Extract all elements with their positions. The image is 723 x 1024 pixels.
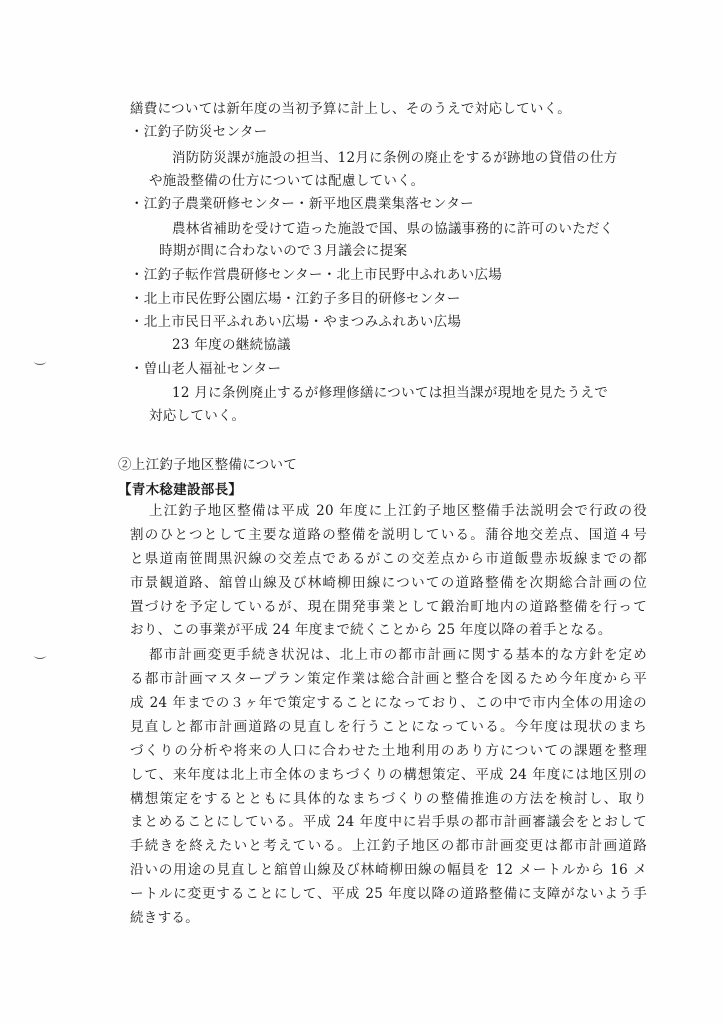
paragraph-line: 市景観道路、舘曽山線及び林崎柳田線についての道路整備を次期総合計画の位 bbox=[130, 575, 647, 591]
list-item-bullet: ・江釣子防災センター bbox=[130, 124, 268, 140]
paragraph-line: して、来年度は北上市全体のまちづくりの構想策定、平成 24 年度には地区別の bbox=[130, 767, 647, 783]
paragraph-line: ートルに変更することにして、平成 25 年度以降の道路整備に支障がないよう手 bbox=[130, 886, 647, 902]
paragraph-line: 成 24 年までの３ヶ年で策定することになっており、この中で市内全体の用途の bbox=[130, 695, 647, 711]
list-item-bullet: ・江釣子農業研修センター・新平地区農業集落センター bbox=[130, 196, 474, 212]
speaker-label: 【青木稔建設部長】 bbox=[118, 482, 243, 498]
continuation-text: 繕費については新年度の当初予算に計上し、そのうえで対応していく。 bbox=[130, 101, 572, 117]
paragraph-line: 続きする。 bbox=[130, 910, 199, 926]
paragraph-line: 割のひとつとして主要な道路の整備を説明している。蒲谷地交差点、国道４号 bbox=[130, 527, 647, 543]
paragraph-line: おり、この事業が平成 24 年度まで続くことから 25 年度以降の着手となる。 bbox=[130, 622, 612, 638]
scan-mark-top bbox=[34, 358, 46, 365]
section-title: ②上江釣子地区整備について bbox=[118, 457, 298, 473]
list-item-detail: 時期が間に合わないので３月議会に提案 bbox=[159, 243, 408, 259]
paragraph-line: 沿いの用途の見直しと舘曽山線及び林崎柳田線の幅員を 12 メートルから 16 メ bbox=[130, 862, 647, 878]
paragraph-line: まとめることにしている。平成 24 年度中に岩手県の都市計画審議会をとおして bbox=[130, 814, 647, 830]
paragraph-line: 見直しと都市計画道路の見直しを行うことになっている。今年度は現状のまち bbox=[130, 719, 647, 735]
paragraph-line: 構想策定をするとともに具体的なまちづくりの整備推進の方法を検討し、取り bbox=[130, 791, 647, 807]
list-item-bullet: ・北上市民佐野公園広場・江釣子多目的研修センター bbox=[130, 291, 461, 307]
list-item-detail: 対応していく。 bbox=[149, 408, 246, 424]
scan-mark-bottom bbox=[34, 652, 46, 659]
list-item-bullet: ・江釣子転作営農研修センター・北上市民野中ふれあい広場 bbox=[130, 267, 503, 283]
paragraph-line: づくりの分析や将来の人口に合わせた土地利用のあり方についての課題を整理 bbox=[130, 743, 647, 759]
paragraph-line: 手続きを終えたいと考えている。上江釣子地区の都市計画変更は都市計画道路 bbox=[130, 838, 647, 854]
paragraph-line: 上江釣子地区整備は平成 20 年度に上江釣子地区整備手法説明会で行政の役 bbox=[149, 503, 647, 519]
list-item-detail: や施設整備の仕方については配慮していく。 bbox=[149, 173, 425, 189]
paragraph-line: 都市計画変更手続き状況は、北上市の都市計画に関する基本的な方針を定め bbox=[149, 647, 647, 663]
list-item-detail: 12 月に条例廃止するが修理修繕については担当課が現地を見たうえで bbox=[172, 385, 609, 401]
paragraph-line: 置づけを予定しているが、現在開発事業として鍛治町地内の道路整備を行って bbox=[130, 599, 647, 615]
paragraph-line: と県道南笹間黒沢線の交差点であるがこの交差点から市道飯豊赤坂線までの都 bbox=[130, 551, 647, 567]
list-item-bullet: ・曽山老人福祉センター bbox=[130, 361, 282, 377]
paragraph-line: る都市計画マスタープラン策定作業は総合計画と整合を図るため今年度から平 bbox=[130, 671, 647, 687]
list-item-detail: 23 年度の継続協議 bbox=[172, 337, 291, 353]
list-item-detail: 農林省補助を受けて造った施設で国、県の協議事務的に許可のいただく bbox=[172, 221, 614, 237]
list-item-bullet: ・北上市民日平ふれあい広場・やまつみふれあい広場 bbox=[130, 314, 462, 330]
list-item-detail: 消防防災課が施設の担当、12月に条例の廃止をするが跡地の貸借の仕方 bbox=[172, 150, 618, 166]
